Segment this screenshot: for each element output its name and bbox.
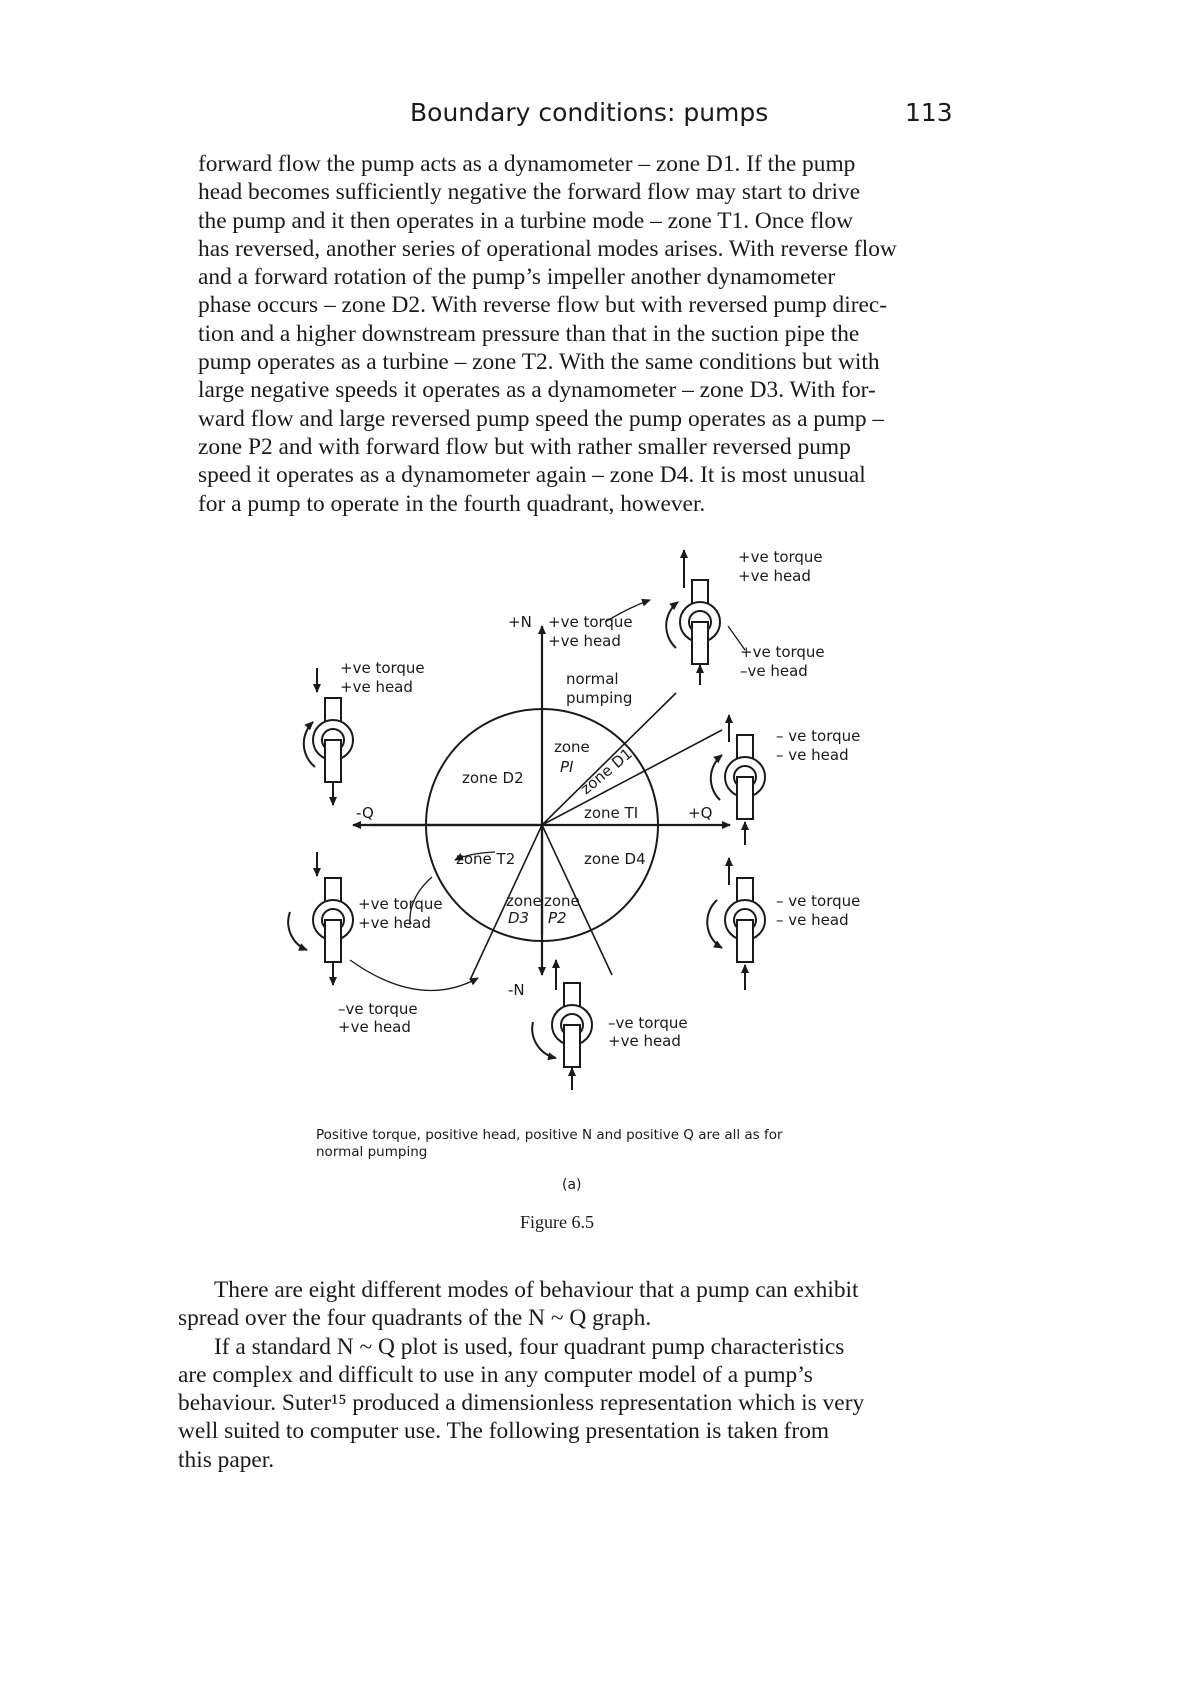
zone-label-p1: PI xyxy=(560,758,574,776)
annotation: – ve torque xyxy=(776,892,861,910)
annotation: +ve torque xyxy=(340,659,425,677)
zone-label-t2: zone T2 xyxy=(456,850,516,868)
zone-label-d2: zone D2 xyxy=(462,769,524,787)
zone-label-normal: normal xyxy=(566,670,619,688)
text-line: well suited to computer use. The following presentation is taken from xyxy=(178,1418,830,1445)
zone-label-zone: zone xyxy=(554,738,590,756)
annotation: +ve head xyxy=(548,632,621,650)
text-line: speed it operates as a dynamometer again – zone D4. It is most unusual xyxy=(198,462,866,489)
figure-caption xyxy=(316,1127,783,1161)
text-line: and a forward rotation of the pump’s impeller another dynamometer xyxy=(198,264,836,291)
annotation: – ve torque xyxy=(776,727,861,745)
text-line: forward flow the pump acts as a dynamometer – zone D1. If the pump xyxy=(198,151,856,177)
torque-head-annotations xyxy=(338,548,860,1050)
text-line: the pump and it then operates in a turbine mode – zone T1. Once flow xyxy=(198,207,853,234)
text-line: spread over the four quadrants of the N ~ Q graph. xyxy=(178,1305,652,1332)
figure-sublabel: (a) xyxy=(562,1177,582,1193)
pump-icon-top-right xyxy=(666,550,720,685)
axis-label-plus-n: +N xyxy=(508,613,532,631)
text-line: has reversed, another series of operational modes arises. With reverse flow xyxy=(198,235,897,262)
text-line: zone P2 and with forward flow but with rather smaller reversed pump xyxy=(198,433,851,460)
annotation: +ve torque xyxy=(738,548,823,566)
text-line: pump operates as a turbine – zone T2. With the same conditions but with xyxy=(198,349,880,376)
running-head: Boundary conditions: pumps xyxy=(410,98,769,127)
annotation: +ve head xyxy=(338,1018,411,1036)
annotation: +ve torque xyxy=(740,643,825,661)
annotation: –ve head xyxy=(740,662,808,680)
zone-boundaries xyxy=(470,693,722,980)
text-line: phase occurs – zone D2. With reverse flow but with reversed pump direc- xyxy=(198,292,888,319)
annotation: – ve head xyxy=(776,911,849,929)
text-line: If a standard N ~ Q plot is used, four quadrant pump characteristics xyxy=(214,1333,845,1360)
text-line: ward flow and large reversed pump speed the pump operates as a pump – xyxy=(198,405,885,432)
body-paragraph-2 xyxy=(178,1276,864,1474)
annotation: – ve head xyxy=(776,746,849,764)
annotation: –ve torque xyxy=(608,1014,688,1032)
pump-icon-bottom xyxy=(532,960,592,1090)
zone-label-zone-left: zone xyxy=(506,892,542,910)
zone-label-zone-right: zone xyxy=(544,892,580,910)
text-line: for a pump to operate in the fourth quadrant, however. xyxy=(198,490,706,517)
text-line: are complex and difficult to use in any computer model of a pump’s xyxy=(178,1361,813,1388)
axis-label-plus-q: +Q xyxy=(688,804,713,822)
zone-label-pumping: pumping xyxy=(566,689,633,707)
page-number: 113 xyxy=(905,98,953,127)
text-line: tion and a higher downstream pressure than that in the suction pipe the xyxy=(198,320,860,347)
pump-icon-left-bottom xyxy=(288,852,353,985)
zone-label-p2: P2 xyxy=(548,909,567,927)
figure-label: Figure 6.5 xyxy=(520,1212,594,1232)
zone-label-d3: D3 xyxy=(508,909,530,927)
text-line: behaviour. Suter¹⁵ produced a dimensionless representation which is very xyxy=(178,1390,865,1417)
annotation: +ve torque xyxy=(358,895,443,913)
annotation: +ve torque xyxy=(548,613,633,631)
pump-icon-right-lower xyxy=(707,858,765,990)
annotation: –ve torque xyxy=(338,1000,418,1018)
annotation: +ve head xyxy=(608,1032,681,1050)
text-line: large negative speeds it operates as a dynamometer – zone D3. With for- xyxy=(198,377,876,404)
caption-line: Positive torque, positive head, positive N and positive Q are all as for xyxy=(316,1127,783,1143)
text-line: head becomes sufficiently negative the forward flow may start to drive xyxy=(198,179,861,206)
zone-label-d1: zone D1 xyxy=(577,744,636,799)
text-line: this paper. xyxy=(178,1446,275,1473)
axis-label-minus-q: -Q xyxy=(356,804,374,822)
zone-label-t1: zone TI xyxy=(584,804,639,822)
text-line: There are eight different modes of behaviour that a pump can exhibit xyxy=(214,1277,859,1303)
annotation: +ve head xyxy=(340,678,413,696)
zone-label-d4: zone D4 xyxy=(584,850,646,868)
axis-label-minus-n: -N xyxy=(508,981,525,999)
annotation: +ve head xyxy=(358,914,431,932)
caption-line: normal pumping xyxy=(316,1144,428,1160)
annotation: +ve head xyxy=(738,567,811,585)
